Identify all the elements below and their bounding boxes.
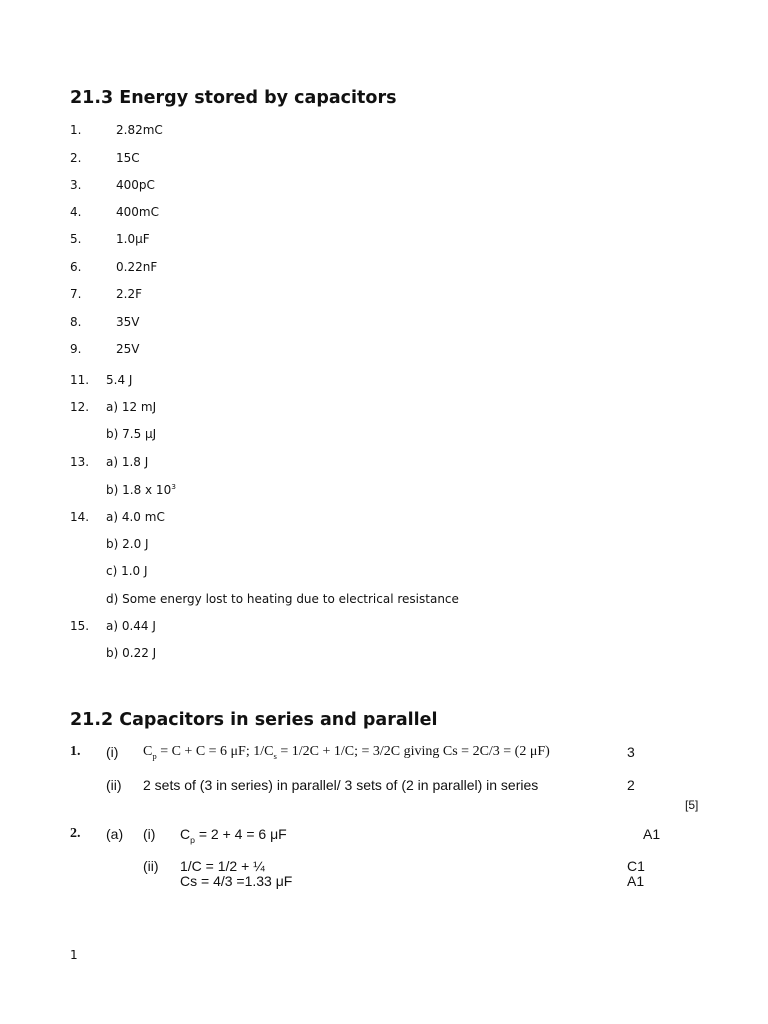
answer-exponent: 3 [171,482,176,491]
item-number: 8. [70,315,82,329]
page-number: 1 [70,948,78,962]
total-marks: [5] [685,798,699,812]
item-answer: 400mC [116,205,159,219]
item-number: 5. [70,232,82,246]
item-answer: d) Some energy lost to heating due to electrical resistance [106,592,459,606]
item-answer: b) 0.22 J [106,646,157,660]
item-number: 9. [70,342,82,356]
item-number: 2. [70,151,82,165]
subscript-s: s [273,750,277,761]
item-answer: 35V [116,315,140,329]
answer-text-q2-i [180,826,287,845]
cap-symbol: C [143,744,153,759]
section-title-series-parallel: 21.2 Capacitors in series and parallel [70,710,438,730]
item-answer: 5.4 J [106,373,133,387]
subpart-label: (ii) [143,858,159,874]
item-answer: c) 1.0 J [106,564,148,578]
part-label: (i) [106,744,119,760]
part-label: (ii) [106,777,122,793]
item-number: 4. [70,205,82,219]
answer-base-text: b) 1.8 x 10 [106,483,172,497]
item-number: 1. [70,123,82,137]
item-answer: 25V [116,342,140,356]
answer-text-q1-i [143,744,550,761]
answer-text-q1-ii: 2 sets of (3 in series) in parallel/ 3 sets of (2 in parallel) in series [143,777,539,793]
item-answer: a) 12 mJ [106,400,157,414]
mark: 2 [627,777,635,793]
equation-part: = C + C = 6 μF; 1/C [156,744,274,759]
item-number: 6. [70,260,82,274]
item-answer [106,482,176,497]
item-number: 3. [70,178,82,192]
item-number: 11. [70,373,90,387]
equation-part: = 1/2C + 1/C; = 3/2C giving Cs = 2C/3 = (2 μF) [276,744,550,759]
item-answer: 1.0μF [116,232,150,246]
item-answer: 2.82mC [116,123,163,137]
part-label: (a) [106,826,124,842]
mark: A1 [643,826,661,842]
cap-symbol: C [180,826,191,842]
subpart-label: (i) [143,826,156,842]
equation-part: = 2 + 4 = 6 μF [194,826,287,842]
mark: 3 [627,744,635,760]
item-answer: a) 1.8 J [106,455,149,469]
item-number: 7. [70,287,82,301]
answer-text-q2-ii-line2: Cs = 4/3 =1.33 μF [180,873,293,889]
question-number: 1. [70,744,81,759]
section-title-energy-stored: 21.3 Energy stored by capacitors [70,88,397,108]
question-number: 2. [70,826,81,841]
item-answer: 2.2F [116,287,142,301]
item-answer: b) 2.0 J [106,537,149,551]
subscript-p: p [190,834,195,845]
mark: C1 [627,858,645,874]
mark: A1 [627,873,645,889]
item-number: 14. [70,510,90,524]
item-number: 15. [70,619,90,633]
answer-text-q2-ii-line1: 1/C = 1/2 + ¼ [180,858,265,874]
subscript-p: p [152,750,157,761]
item-answer: 400pC [116,178,155,192]
item-answer: 0.22nF [116,260,158,274]
item-answer: 15C [116,151,140,165]
item-number: 12. [70,400,90,414]
item-answer: b) 7.5 μJ [106,427,157,441]
item-answer: a) 0.44 J [106,619,156,633]
item-number: 13. [70,455,90,469]
item-answer: a) 4.0 mC [106,510,165,524]
